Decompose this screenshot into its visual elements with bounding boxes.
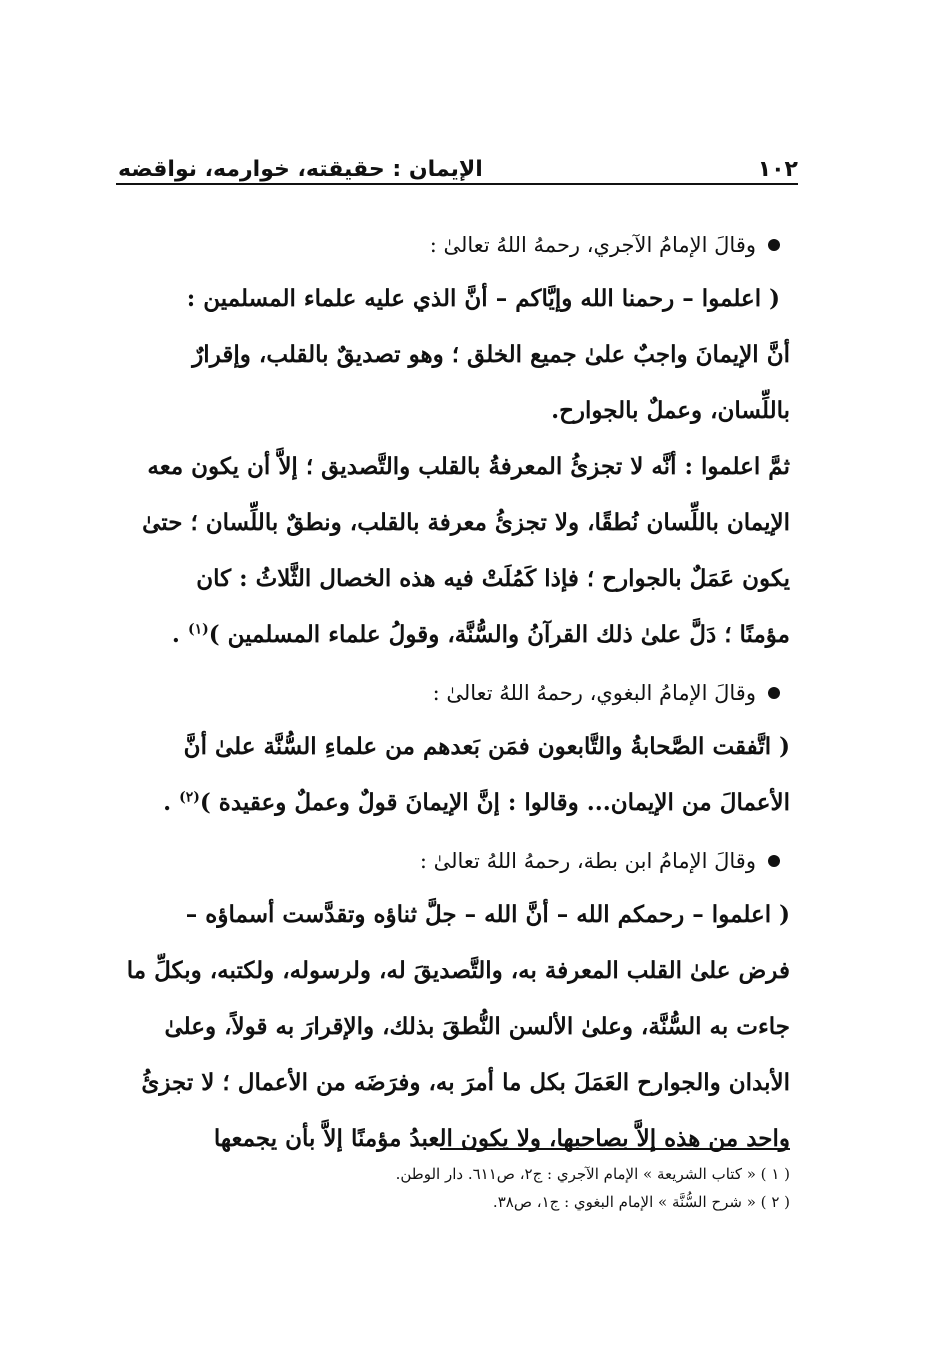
footnote-ref-2[interactable]: (٢) — [179, 789, 200, 806]
quote-line-text: الأعمالَ من الإيمان... وقالوا : إنَّ الإيمانَ قولٌ وعملٌ وعقيدة ) — [199, 789, 790, 816]
attribution-text: وقالَ الإمامُ البغوي، رحمهُ اللهُ تعالىٰ : — [432, 681, 756, 705]
quote-line: ثمَّ اعلموا : أنَّه لا تجزئُ المعرفةُ بالقلب والتَّصديق ؛ إلاَّ أن يكون معه — [147, 453, 790, 480]
attribution-baghawi — [126, 667, 790, 719]
page-number: ١٠٢ — [757, 157, 798, 182]
quote-line-text: مؤمنًا ؛ دَلَّ علىٰ ذلك القرآنُ والسُّنَّة، وقولُ علماء المسلمين ) — [208, 621, 790, 648]
quote-line: يكون عَمَلٌ بالجوارح ؛ فإذا كَمُلَتْ فيه هذه الخصال الثَّلاثُ : كان — [196, 565, 790, 592]
bullet-icon — [768, 687, 780, 699]
quote-end-mark: . — [163, 789, 172, 816]
quote-line: واحد من هذه إلاَّ بصاحبها، ولا يكون العبدُ مؤمنًا إلاَّ بأن يجمعها — [213, 1125, 790, 1152]
quote-line: أنَّ الإيمانَ واجبٌ علىٰ جميع الخلق ؛ وهو تصديقٌ بالقلب، وإقرارٌ — [192, 341, 790, 368]
header-divider — [116, 183, 798, 185]
attribution-text: وقالَ الإمامُ ابن بطة، رحمهُ اللهُ تعالىٰ : — [419, 849, 756, 873]
attribution-ibn-batta — [126, 835, 790, 887]
quote-line: ( اعلموا – رحمنا الله وإيَّاكم – أنَّ الذي عليه علماء المسلمين : — [186, 285, 780, 312]
footnote-1: ( ١ ) « كتاب الشريعة » الإمام الآجري : ج٢، ص٦١١. دار الوطن. — [395, 1165, 790, 1183]
quote-line: فرض علىٰ القلب المعرفة به، والتَّصديقَ له، ولرسوله، ولكتبه، وبكلِّ ما — [126, 957, 790, 984]
footnote-divider — [440, 1148, 790, 1150]
footnotes — [300, 1160, 790, 1216]
quote-line: الأبدان والجوارح العَمَلَ بكل ما أمرَ به، وفرَضَه من الأعمال ؛ لا تجزئُ — [141, 1069, 790, 1096]
quote-line: الإيمان باللِّسان نُطقًا، ولا تجزئُ معرفة بالقلب، ونطقٌ باللِّسان ؛ حتىٰ — [142, 509, 790, 536]
attribution-ajurri — [126, 219, 790, 271]
quote-line-with-ref — [126, 775, 790, 831]
page-header — [118, 148, 798, 182]
bullet-icon — [768, 855, 780, 867]
quote-line: جاءت به السُّنَّة، وعلىٰ الألسن النُّطقَ بذلك، والإقرارَ به قولاً، وعلىٰ — [164, 1013, 790, 1040]
bullet-icon — [768, 239, 780, 251]
quote-end-mark: . — [171, 621, 180, 648]
main-text — [126, 215, 790, 1167]
quote-line: باللِّسان، وعملٌ بالجوارح. — [551, 397, 790, 424]
footnote-ref-1[interactable]: (١) — [187, 621, 209, 638]
footnote-2: ( ٢ ) « شرح السُّنَّة » الإمام البغوي : ج١، ص٣٨. — [492, 1193, 790, 1211]
quote-line-with-ref — [126, 607, 790, 663]
quote-line: ( اتَّفقت الصَّحابةُ والتَّابعون فمَن بَعدهم من علماءِ السُّنَّة علىٰ أنَّ — [183, 733, 790, 760]
attribution-text: وقالَ الإمامُ الآجري، رحمهُ اللهُ تعالىٰ : — [429, 233, 756, 257]
running-title: الإيمان : حقيقته، خوارمه، نواقضه — [118, 157, 483, 182]
quote-line: ( اعلموا – رحمكم الله – أنَّ الله – جلَّ ثناؤه وتقدَّست أسماؤه – — [185, 901, 790, 928]
